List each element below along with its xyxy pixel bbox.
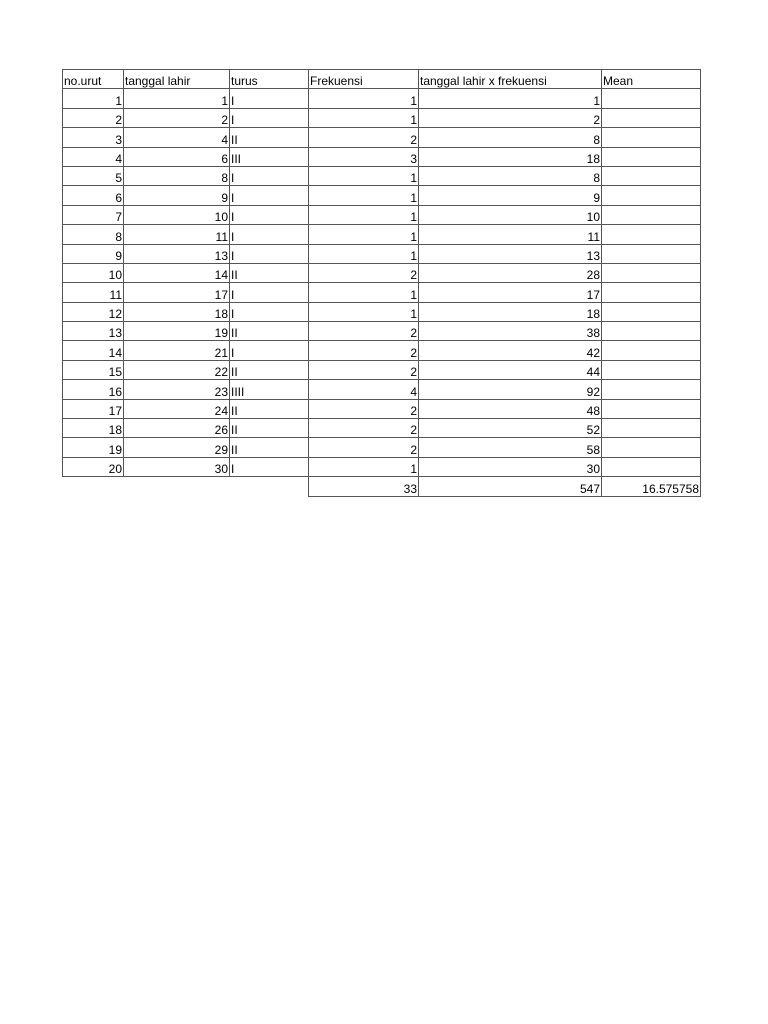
table-row: [63, 186, 701, 205]
product-cell[interactable]: 18: [419, 302, 602, 321]
tanggal-lahir-cell[interactable]: 17: [124, 283, 230, 302]
product-cell[interactable]: 1: [419, 89, 602, 108]
turus-cell[interactable]: I: [230, 244, 309, 263]
product-cell[interactable]: 8: [419, 128, 602, 147]
blank-cell: [230, 477, 309, 496]
blank-cell: [63, 477, 124, 496]
product-cell[interactable]: 8: [419, 166, 602, 185]
turus-cell[interactable]: II: [230, 360, 309, 379]
tanggal-lahir-cell[interactable]: 14: [124, 263, 230, 282]
no-urut-cell[interactable]: 8: [63, 225, 124, 244]
frekuensi-cell[interactable]: 1: [309, 302, 419, 321]
frekuensi-cell[interactable]: 4: [309, 380, 419, 399]
frekuensi-cell[interactable]: 2: [309, 399, 419, 418]
frekuensi-cell[interactable]: 1: [309, 283, 419, 302]
mean-cell[interactable]: [602, 263, 701, 282]
no-urut-cell[interactable]: 14: [63, 341, 124, 360]
turus-cell[interactable]: I: [230, 108, 309, 127]
no-urut-cell[interactable]: 18: [63, 419, 124, 438]
no-urut-cell[interactable]: 19: [63, 438, 124, 457]
mean-cell[interactable]: [602, 147, 701, 166]
frekuensi-cell[interactable]: 1: [309, 225, 419, 244]
tanggal-lahir-cell[interactable]: 6: [124, 147, 230, 166]
frekuensi-cell[interactable]: 1: [309, 108, 419, 127]
no-urut-cell[interactable]: 9: [63, 244, 124, 263]
table-row: [63, 360, 701, 379]
mean-cell[interactable]: [602, 89, 701, 108]
mean-cell[interactable]: [602, 302, 701, 321]
no-urut-cell[interactable]: 16: [63, 380, 124, 399]
table-row: [63, 399, 701, 418]
product-cell[interactable]: 13: [419, 244, 602, 263]
mean-cell[interactable]: [602, 380, 701, 399]
turus-cell[interactable]: I: [230, 225, 309, 244]
no-urut-cell[interactable]: 2: [63, 108, 124, 127]
turus-cell[interactable]: I: [230, 89, 309, 108]
mean-cell[interactable]: [602, 244, 701, 263]
mean-cell[interactable]: [602, 283, 701, 302]
product-cell[interactable]: 42: [419, 341, 602, 360]
table-row: [63, 205, 701, 224]
table-row: [63, 341, 701, 360]
no-urut-cell[interactable]: 13: [63, 322, 124, 341]
tanggal-lahir-cell[interactable]: 18: [124, 302, 230, 321]
product-cell[interactable]: 30: [419, 457, 602, 476]
turus-cell[interactable]: II: [230, 322, 309, 341]
frekuensi-cell[interactable]: 3: [309, 147, 419, 166]
frekuensi-cell[interactable]: 1: [309, 205, 419, 224]
mean-cell[interactable]: [602, 322, 701, 341]
header-tanggal-lahir[interactable]: tanggal lahir: [124, 70, 230, 89]
frekuensi-cell[interactable]: 2: [309, 438, 419, 457]
totals-row: [63, 477, 701, 496]
table-row: [63, 419, 701, 438]
no-urut-cell[interactable]: 6: [63, 186, 124, 205]
frekuensi-cell[interactable]: 1: [309, 244, 419, 263]
mean-cell[interactable]: [602, 399, 701, 418]
table-body: [63, 89, 701, 496]
turus-cell[interactable]: I: [230, 186, 309, 205]
header-turus[interactable]: turus: [230, 70, 309, 89]
frekuensi-cell[interactable]: 1: [309, 457, 419, 476]
tanggal-lahir-cell[interactable]: 22: [124, 360, 230, 379]
no-urut-cell[interactable]: 20: [63, 457, 124, 476]
table-row: [63, 166, 701, 185]
product-cell[interactable]: 10: [419, 205, 602, 224]
frekuensi-cell[interactable]: 2: [309, 263, 419, 282]
product-cell[interactable]: 52: [419, 419, 602, 438]
turus-cell[interactable]: IIII: [230, 380, 309, 399]
turus-cell[interactable]: I: [230, 283, 309, 302]
turus-cell[interactable]: I: [230, 205, 309, 224]
frekuensi-cell[interactable]: 1: [309, 166, 419, 185]
turus-cell[interactable]: II: [230, 128, 309, 147]
tanggal-lahir-cell[interactable]: 21: [124, 341, 230, 360]
tanggal-lahir-cell[interactable]: 9: [124, 186, 230, 205]
turus-cell[interactable]: I: [230, 302, 309, 321]
header-no-urut[interactable]: no.urut: [63, 70, 124, 89]
table-row: [63, 225, 701, 244]
table-row: [63, 438, 701, 457]
mean-cell[interactable]: [602, 438, 701, 457]
header-frekuensi[interactable]: Frekuensi: [309, 70, 419, 89]
header-tanggal-lahir-x-frekuensi[interactable]: tanggal lahir x frekuensi: [419, 70, 602, 89]
tanggal-lahir-cell[interactable]: 4: [124, 128, 230, 147]
no-urut-cell[interactable]: 17: [63, 399, 124, 418]
tanggal-lahir-cell[interactable]: 2: [124, 108, 230, 127]
product-cell[interactable]: 48: [419, 399, 602, 418]
no-urut-cell[interactable]: 11: [63, 283, 124, 302]
header-row: [63, 70, 701, 89]
mean-cell[interactable]: [602, 419, 701, 438]
product-cell[interactable]: 58: [419, 438, 602, 457]
tanggal-lahir-cell[interactable]: 23: [124, 380, 230, 399]
total-product-cell[interactable]: 547: [419, 477, 602, 496]
product-cell[interactable]: 2: [419, 108, 602, 127]
frekuensi-cell[interactable]: 1: [309, 89, 419, 108]
no-urut-cell[interactable]: 7: [63, 205, 124, 224]
tanggal-lahir-cell[interactable]: 30: [124, 457, 230, 476]
tanggal-lahir-cell[interactable]: 13: [124, 244, 230, 263]
turus-cell[interactable]: I: [230, 457, 309, 476]
mean-cell[interactable]: [602, 166, 701, 185]
table-row: [63, 108, 701, 127]
frekuensi-cell[interactable]: 2: [309, 341, 419, 360]
turus-cell[interactable]: II: [230, 419, 309, 438]
turus-cell[interactable]: I: [230, 166, 309, 185]
mean-cell[interactable]: [602, 205, 701, 224]
mean-cell[interactable]: [602, 360, 701, 379]
product-cell[interactable]: 18: [419, 147, 602, 166]
product-cell[interactable]: 11: [419, 225, 602, 244]
product-cell[interactable]: 38: [419, 322, 602, 341]
no-urut-cell[interactable]: 5: [63, 166, 124, 185]
no-urut-cell[interactable]: 1: [63, 89, 124, 108]
mean-value-cell[interactable]: 16.575758: [602, 477, 701, 496]
tanggal-lahir-cell[interactable]: 1: [124, 89, 230, 108]
turus-cell[interactable]: II: [230, 399, 309, 418]
table-row: [63, 457, 701, 476]
mean-cell[interactable]: [602, 128, 701, 147]
frekuensi-cell[interactable]: 2: [309, 360, 419, 379]
tanggal-lahir-cell[interactable]: 19: [124, 322, 230, 341]
table-row: [63, 244, 701, 263]
product-cell[interactable]: 92: [419, 380, 602, 399]
frekuensi-cell[interactable]: 2: [309, 419, 419, 438]
tanggal-lahir-cell[interactable]: 11: [124, 225, 230, 244]
table-row: [63, 89, 701, 108]
turus-cell[interactable]: III: [230, 147, 309, 166]
tanggal-lahir-cell[interactable]: 10: [124, 205, 230, 224]
total-frekuensi-cell[interactable]: 33: [309, 477, 419, 496]
mean-cell[interactable]: [602, 225, 701, 244]
spreadsheet-table: [62, 69, 701, 497]
product-cell[interactable]: 17: [419, 283, 602, 302]
blank-cell: [124, 477, 230, 496]
turus-cell[interactable]: I: [230, 341, 309, 360]
mean-cell[interactable]: [602, 341, 701, 360]
no-urut-cell[interactable]: 15: [63, 360, 124, 379]
table-row: [63, 283, 701, 302]
tanggal-lahir-cell[interactable]: 26: [124, 419, 230, 438]
no-urut-cell[interactable]: 3: [63, 128, 124, 147]
product-cell[interactable]: 44: [419, 360, 602, 379]
tanggal-lahir-cell[interactable]: 24: [124, 399, 230, 418]
mean-cell[interactable]: [602, 457, 701, 476]
frekuensi-cell[interactable]: 1: [309, 186, 419, 205]
frekuensi-cell[interactable]: 2: [309, 128, 419, 147]
no-urut-cell[interactable]: 4: [63, 147, 124, 166]
table-row: [63, 322, 701, 341]
tanggal-lahir-cell[interactable]: 8: [124, 166, 230, 185]
mean-cell[interactable]: [602, 108, 701, 127]
product-cell[interactable]: 28: [419, 263, 602, 282]
table-row: [63, 263, 701, 282]
turus-cell[interactable]: II: [230, 263, 309, 282]
turus-cell[interactable]: II: [230, 438, 309, 457]
tanggal-lahir-cell[interactable]: 29: [124, 438, 230, 457]
no-urut-cell[interactable]: 12: [63, 302, 124, 321]
no-urut-cell[interactable]: 10: [63, 263, 124, 282]
mean-cell[interactable]: [602, 186, 701, 205]
table-row: [63, 302, 701, 321]
table-row: [63, 380, 701, 399]
table-row: [63, 128, 701, 147]
product-cell[interactable]: 9: [419, 186, 602, 205]
header-mean[interactable]: Mean: [602, 70, 701, 89]
frekuensi-cell[interactable]: 2: [309, 322, 419, 341]
table-row: [63, 147, 701, 166]
